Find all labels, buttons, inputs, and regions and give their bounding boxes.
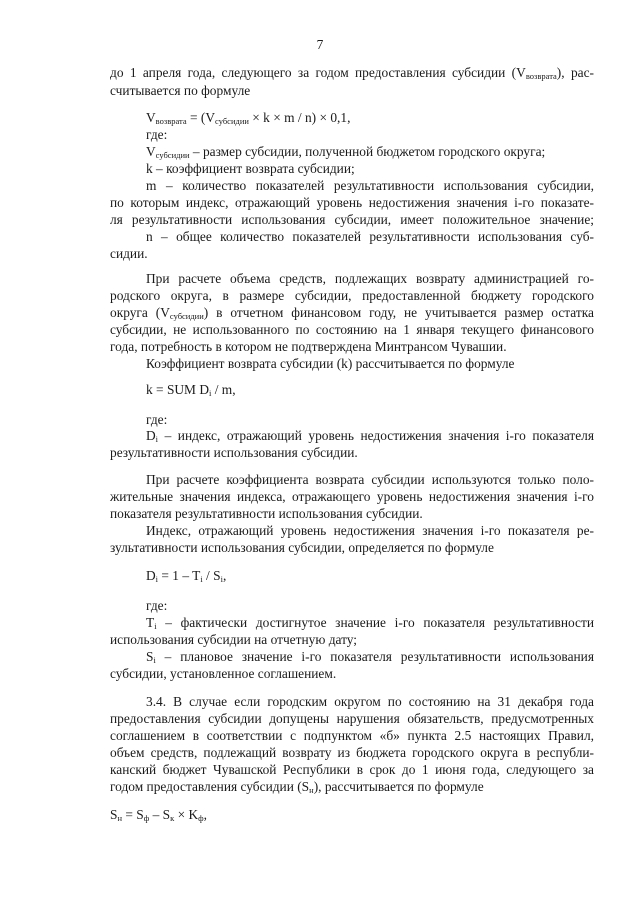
where-label: где: bbox=[146, 412, 168, 427]
page-number: 7 bbox=[316, 37, 324, 52]
formula-k: k = SUM $D_i$ / m, bbox=[146, 382, 236, 398]
text-line: округа $(V_{субсидии})$ в отчетном финансовом году, не учитывается размер остатка bbox=[110, 305, 595, 321]
formula-d: $D_i = 1 - T_i / S_i$, bbox=[146, 568, 227, 584]
text-line: субсидии, не использованного по состоянию на 1 января текущего финансового bbox=[110, 322, 594, 337]
text-line: $D_i$ – индекс, отражающий уровень недостижения значения i-го показателя bbox=[146, 428, 594, 444]
formula-s-n: $S_н = S_ф - S_к \times K_ф$, bbox=[110, 807, 208, 823]
text-line: 3.4. В случае если городским округом по состоянию на 31 декабря года bbox=[146, 694, 594, 709]
where-label: где: bbox=[146, 598, 168, 613]
text-line: сидии. bbox=[110, 246, 148, 261]
text-line: по которым индекс, отражающий уровень недостижения значения i-го показате- bbox=[110, 195, 594, 210]
text-line: k – коэффициент возврата субсидии; bbox=[146, 161, 355, 176]
text-line: $T_i$ – фактически достигнутое значение i-го показателя результативности bbox=[146, 615, 594, 631]
text-line: Индекс, отражающий уровень недостижения значения i-го показателя ре- bbox=[146, 523, 594, 538]
formula-v-return: $V_{возврата} = (V_{субсидии} \times k \times m / n) \times 0,1$, bbox=[146, 110, 351, 126]
text-line: m – количество показателей результативности использования субсидии, bbox=[146, 178, 594, 193]
where-label: где: bbox=[146, 127, 168, 142]
text-line: родского округа, в размере субсидии, предоставленной бюджету городского bbox=[110, 288, 594, 303]
text-line: считывается по формуле bbox=[110, 83, 251, 98]
text-line: $S_i$ – плановое значение i-го показателя результативности использования bbox=[146, 649, 594, 665]
text-line: ля результативности использования субсидии, имеет положительное значение; bbox=[110, 212, 594, 227]
text-line: годом предоставления субсидии $(S_н)$, рассчитывается по формуле bbox=[110, 779, 484, 795]
text-line: При расчете коэффициента возврата субсидии используются только поло- bbox=[146, 472, 594, 487]
text-line: канский бюджет Чувашской Республики в срок до 1 июня года, следующего за bbox=[110, 762, 594, 777]
text-line: Коэффициент возврата субсидии (k) рассчитывается по формуле bbox=[146, 356, 515, 371]
text-line: использования субсидии на отчетную дату; bbox=[110, 632, 358, 647]
text-line: до 1 апреля года, следующего за годом предоставления субсидии $(V_{возврата})$, рас- bbox=[110, 65, 594, 81]
text-line: n – общее количество показателей результативности использования суб- bbox=[146, 229, 594, 244]
text-line: результативности использования субсидии. bbox=[110, 445, 358, 460]
text-line: соглашением в соответствии с подпунктом «б» пункта 2.5 настоящих Правил, bbox=[110, 728, 594, 743]
text-line: субсидии, установленное соглашением. bbox=[110, 666, 337, 681]
text-line: $V_{субсидии}$ – размер субсидии, полученной бюджетом городского округа; bbox=[146, 144, 546, 160]
text-line: показателя результативности использования субсидии. bbox=[110, 506, 423, 521]
text-line: жительные значения индекса, отражающего уровень недостижения значения i-го bbox=[110, 489, 594, 504]
text-line: предоставления субсидии допущены нарушения обязательств, предусмотренных bbox=[110, 711, 594, 726]
text-line: года, потребность в котором не подтверждена Минтрансом Чувашии. bbox=[110, 339, 507, 354]
text-line: зультативности использования субсидии, определяется по формуле bbox=[110, 540, 494, 555]
text-line: объем средств, подлежащий возврату из бюджета городского округа в республи- bbox=[110, 745, 594, 760]
text-line: При расчете объема средств, подлежащих возврату администрацией го- bbox=[146, 271, 594, 286]
